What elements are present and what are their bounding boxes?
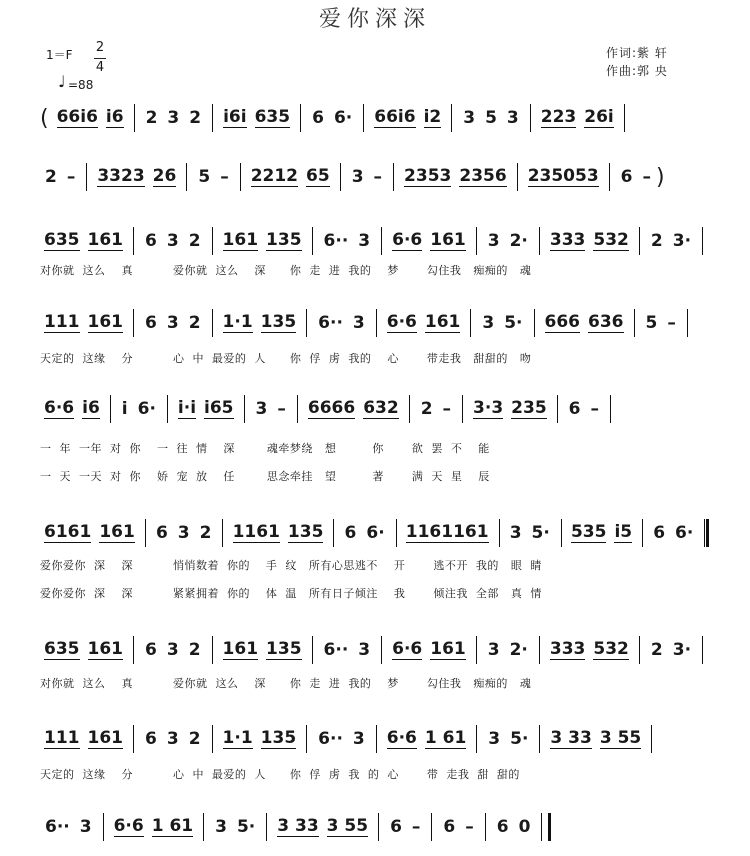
- note: 6: [145, 313, 157, 333]
- end-barline: [541, 813, 551, 841]
- notation-system: [40, 633, 715, 667]
- note: 3: [215, 817, 227, 837]
- beamed-note-group: 135: [260, 312, 297, 332]
- note: 2·: [509, 231, 528, 251]
- note: 3: [166, 313, 179, 333]
- note: 2·: [509, 640, 528, 660]
- note: 3: [506, 108, 519, 128]
- note: 6··: [323, 231, 349, 251]
- barline: [639, 227, 640, 255]
- beamed-note-group: 1·1: [222, 728, 253, 748]
- beamed-note-group: 532: [593, 230, 629, 250]
- song-title: 爱你深深: [318, 7, 431, 32]
- barline: [297, 395, 298, 423]
- notation-system: [40, 160, 715, 194]
- note: –: [667, 313, 676, 333]
- beamed-note-group: 333: [549, 230, 586, 250]
- barline: [634, 309, 635, 337]
- beamed-note-group: 635: [44, 230, 80, 250]
- note: 6: [155, 523, 168, 543]
- barline: [167, 395, 168, 423]
- note: 3: [509, 523, 522, 543]
- beamed-note-group: 65: [306, 166, 330, 186]
- beamed-note-group: i6: [105, 107, 124, 127]
- beamed-note-group: 161: [222, 639, 259, 659]
- note: 5: [485, 108, 497, 128]
- notation-system: [40, 722, 715, 756]
- beamed-note-group: 6·6: [113, 816, 144, 836]
- note: 6: [568, 399, 581, 419]
- notation-system: [40, 516, 715, 550]
- beamed-note-group: 161: [87, 230, 123, 250]
- barline: [240, 163, 241, 191]
- lyric-line: 天定的 这缘 分 心 中 最爱的 人 你 俘 虏 我的 心 带走我 甜甜的 吻: [40, 352, 532, 365]
- notation-system: [40, 101, 715, 135]
- barline: [244, 395, 245, 423]
- barline: [485, 813, 486, 841]
- beamed-note-group: i2: [423, 107, 442, 127]
- note: 2: [650, 640, 663, 660]
- note: 6: [145, 640, 157, 660]
- barline: [134, 104, 135, 132]
- note: 2: [188, 729, 201, 749]
- barline: [557, 395, 558, 423]
- barline: [212, 104, 213, 132]
- open-parenthesis: (: [40, 105, 49, 131]
- lyricist-credit: 作词:紫 轩: [606, 46, 668, 60]
- beamed-note-group: 235053: [527, 166, 599, 186]
- note: 6·: [366, 523, 385, 543]
- beamed-note-group: 636: [588, 312, 624, 332]
- note: –: [411, 817, 421, 837]
- barline: [212, 725, 213, 753]
- beamed-note-group: 333: [549, 639, 586, 659]
- barline: [534, 309, 535, 337]
- note: 5·: [236, 817, 256, 837]
- note: 6: [312, 108, 324, 128]
- beamed-note-group: 1161: [232, 522, 280, 542]
- note: 6··: [45, 817, 70, 837]
- note: –: [590, 399, 599, 419]
- note: 3: [463, 108, 476, 128]
- time-signature-top: 2: [95, 40, 105, 55]
- beamed-note-group: 1161161: [405, 522, 489, 542]
- barline: [517, 163, 518, 191]
- beamed-note-group: 135: [266, 230, 302, 250]
- beamed-note-group: i·i: [177, 398, 197, 418]
- beamed-note-group: 2356: [459, 166, 507, 186]
- note: 6: [496, 817, 509, 837]
- barline: [363, 104, 364, 132]
- beamed-note-group: 635: [44, 639, 80, 659]
- note: 6·: [333, 108, 353, 128]
- notation-system: [40, 306, 715, 340]
- beamed-note-group: 161: [222, 230, 259, 250]
- barline: [451, 104, 452, 132]
- note: 3·: [672, 231, 692, 251]
- beamed-note-group: 6·6: [44, 398, 75, 418]
- beamed-note-group: 161: [430, 639, 466, 659]
- beamed-note-group: i6i: [223, 107, 247, 127]
- lyric-line: 天定的 这缘 分 心 中 最爱的 人 你 俘 虏 我 的 心 带 走我 甜 甜的: [40, 768, 520, 781]
- beamed-note-group: 3 33: [277, 816, 319, 836]
- barline: [651, 725, 652, 753]
- time-signature-bottom: 4: [95, 60, 105, 75]
- note: 6: [145, 231, 157, 251]
- barline: [266, 813, 267, 841]
- beamed-note-group: 535: [570, 522, 607, 542]
- note: 3: [358, 640, 371, 660]
- beamed-note-group: 161: [87, 728, 123, 748]
- beamed-note-group: i6: [82, 398, 100, 418]
- barline: [186, 163, 187, 191]
- time-signature-line: [94, 58, 106, 59]
- beamed-note-group: 135: [260, 728, 297, 748]
- barline: [376, 725, 377, 753]
- barline: [306, 309, 307, 337]
- note: –: [66, 167, 76, 187]
- note: 3: [487, 640, 500, 660]
- note: –: [277, 399, 286, 419]
- barline: [212, 309, 213, 337]
- note: 3: [351, 167, 364, 187]
- note: –: [642, 167, 652, 187]
- beamed-note-group: 635: [254, 107, 291, 127]
- beamed-note-group: 1·1: [222, 312, 253, 332]
- barline: [539, 636, 540, 664]
- note: 6: [344, 523, 357, 543]
- note: 3: [352, 313, 365, 333]
- barline: [702, 227, 703, 255]
- key-signature: 1＝F: [46, 48, 73, 62]
- lyric-line: 一 年 一年 对 你 一 往 情 深 魂牵梦绕 想 你 欲 罢 不 能: [40, 442, 490, 455]
- barline: [470, 309, 471, 337]
- note: 6: [620, 167, 633, 187]
- barline: [378, 813, 379, 841]
- composer-credit: 作曲:郭 央: [606, 64, 668, 78]
- note: 2: [188, 313, 201, 333]
- note: 3: [166, 640, 179, 660]
- barline: [476, 725, 477, 753]
- barline: [610, 395, 611, 423]
- note: –: [220, 167, 229, 187]
- note: –: [442, 399, 452, 419]
- barline: [462, 395, 463, 423]
- beamed-note-group: 3 33: [550, 728, 592, 748]
- notation-system: [40, 224, 715, 258]
- barline: [476, 636, 477, 664]
- beamed-note-group: 161: [430, 230, 466, 250]
- note: 2: [650, 231, 663, 251]
- beamed-note-group: 66i6: [374, 107, 416, 127]
- barline: [381, 227, 382, 255]
- lyric-line: 一 天 一天 对 你 娇 宠 放 任 思念牵挂 望 著 满 天 星 辰: [40, 470, 490, 483]
- barline: [687, 309, 688, 337]
- beamed-note-group: 1 61: [424, 728, 467, 748]
- beamed-note-group: 66i6: [56, 107, 98, 127]
- note: 2: [145, 108, 158, 128]
- barline: [609, 163, 610, 191]
- beamed-note-group: 1 61: [151, 816, 194, 836]
- barline: [110, 395, 111, 423]
- lyric-line: 爱你爱你 深 深 紧紧拥着 你的 体 温 所有日子倾注 我 倾注我 全部 真 情: [40, 587, 542, 600]
- barline: [300, 104, 301, 132]
- beamed-note-group: 6·6: [386, 312, 417, 332]
- note: 3: [79, 817, 92, 837]
- barline: [431, 813, 432, 841]
- beamed-note-group: 223: [540, 107, 577, 127]
- lyric-line: 对你就 这么 真 爱你就 这么 深 你 走 进 我的 梦 勾住我 痴痴的 魂: [40, 677, 532, 690]
- lyric-line: 对你就 这么 真 爱你就 这么 深 你 走 进 我的 梦 勾住我 痴痴的 魂: [40, 264, 532, 277]
- beamed-note-group: 6666: [307, 398, 356, 418]
- barline: [539, 227, 540, 255]
- barline: [86, 163, 87, 191]
- barline: [133, 636, 134, 664]
- note: 6: [443, 817, 456, 837]
- barline: [312, 636, 313, 664]
- note: 3: [167, 108, 180, 128]
- note: 3·: [672, 640, 692, 660]
- note: 6··: [318, 313, 343, 333]
- barline: [340, 163, 341, 191]
- barline: [409, 395, 410, 423]
- barline: [624, 104, 625, 132]
- barline: [381, 636, 382, 664]
- barline: [203, 813, 204, 841]
- note: 3: [352, 729, 365, 749]
- beamed-note-group: 161: [87, 639, 123, 659]
- notation-system: [40, 392, 715, 426]
- beamed-note-group: i65: [204, 398, 234, 418]
- barline: [312, 227, 313, 255]
- barline: [539, 725, 540, 753]
- note: 6··: [323, 640, 349, 660]
- beamed-note-group: 6·6: [392, 230, 423, 250]
- barline: [133, 725, 134, 753]
- note: 6: [390, 817, 402, 837]
- note: 3: [255, 399, 268, 419]
- beamed-note-group: 2212: [250, 166, 299, 186]
- beamed-note-group: 3 55: [326, 816, 369, 836]
- beamed-note-group: 235: [511, 398, 547, 418]
- note: –: [373, 167, 383, 187]
- beamed-note-group: 3323: [97, 166, 145, 186]
- note: 6: [145, 729, 157, 749]
- barline: [212, 636, 213, 664]
- note: 2: [189, 108, 202, 128]
- note: 6·: [675, 523, 694, 543]
- beamed-note-group: 135: [266, 639, 302, 659]
- note: i: [121, 399, 128, 419]
- note: 6: [653, 523, 666, 543]
- end-barline: [704, 519, 709, 547]
- beamed-note-group: 161: [87, 312, 123, 332]
- beamed-note-group: 666: [544, 312, 581, 332]
- beamed-note-group: 111: [44, 728, 80, 748]
- note: 2: [420, 399, 433, 419]
- quarter-note-icon: ♩: [58, 72, 66, 91]
- beamed-note-group: 6·6: [386, 728, 417, 748]
- beamed-note-group: 632: [363, 398, 399, 418]
- barline: [133, 309, 134, 337]
- note: 5·: [510, 729, 529, 749]
- beamed-note-group: 111: [44, 312, 80, 332]
- note: 3: [166, 729, 179, 749]
- note: 5·: [504, 313, 523, 333]
- barline: [133, 227, 134, 255]
- note: 5: [198, 167, 211, 187]
- lyric-line: 爱你爱你 深 深 悄悄数着 你的 手 纹 所有心思逃不 开 逃不开 我的 眼 睛: [40, 559, 542, 572]
- beamed-note-group: 3 55: [599, 728, 642, 748]
- notation-system: [40, 810, 715, 844]
- beamed-note-group: 2353: [404, 166, 452, 186]
- barline: [306, 725, 307, 753]
- close-parenthesis: ): [656, 164, 665, 190]
- barline: [639, 636, 640, 664]
- note: 2: [188, 640, 201, 660]
- note: 3: [166, 231, 179, 251]
- note: 6·: [137, 399, 156, 419]
- barline: [476, 227, 477, 255]
- note: 3: [482, 313, 495, 333]
- note: 5·: [531, 523, 550, 543]
- beamed-note-group: 161: [424, 312, 461, 332]
- note: 2: [188, 231, 201, 251]
- tempo-marking: =88: [68, 78, 94, 92]
- note: 3: [358, 231, 371, 251]
- note: 2: [199, 523, 212, 543]
- note: 5: [645, 313, 658, 333]
- barline: [530, 104, 531, 132]
- note: 3: [487, 231, 500, 251]
- barline: [393, 163, 394, 191]
- beamed-note-group: i5: [614, 522, 633, 542]
- barline: [212, 227, 213, 255]
- note: 3: [177, 523, 190, 543]
- beamed-note-group: 26i: [584, 107, 614, 127]
- beamed-note-group: 6161: [44, 522, 92, 542]
- barline: [103, 813, 104, 841]
- barline: [702, 636, 703, 664]
- beamed-note-group: 135: [287, 522, 324, 542]
- beamed-note-group: 3·3: [473, 398, 504, 418]
- note: 2: [45, 167, 57, 187]
- note: 0: [518, 817, 531, 837]
- beamed-note-group: 532: [593, 639, 629, 659]
- beamed-note-group: 161: [99, 522, 135, 542]
- barline: [376, 309, 377, 337]
- beamed-note-group: 6·6: [392, 639, 423, 659]
- note: 3: [488, 729, 501, 749]
- note: 6··: [318, 729, 343, 749]
- beamed-note-group: 26: [152, 166, 177, 186]
- note: –: [465, 817, 474, 837]
